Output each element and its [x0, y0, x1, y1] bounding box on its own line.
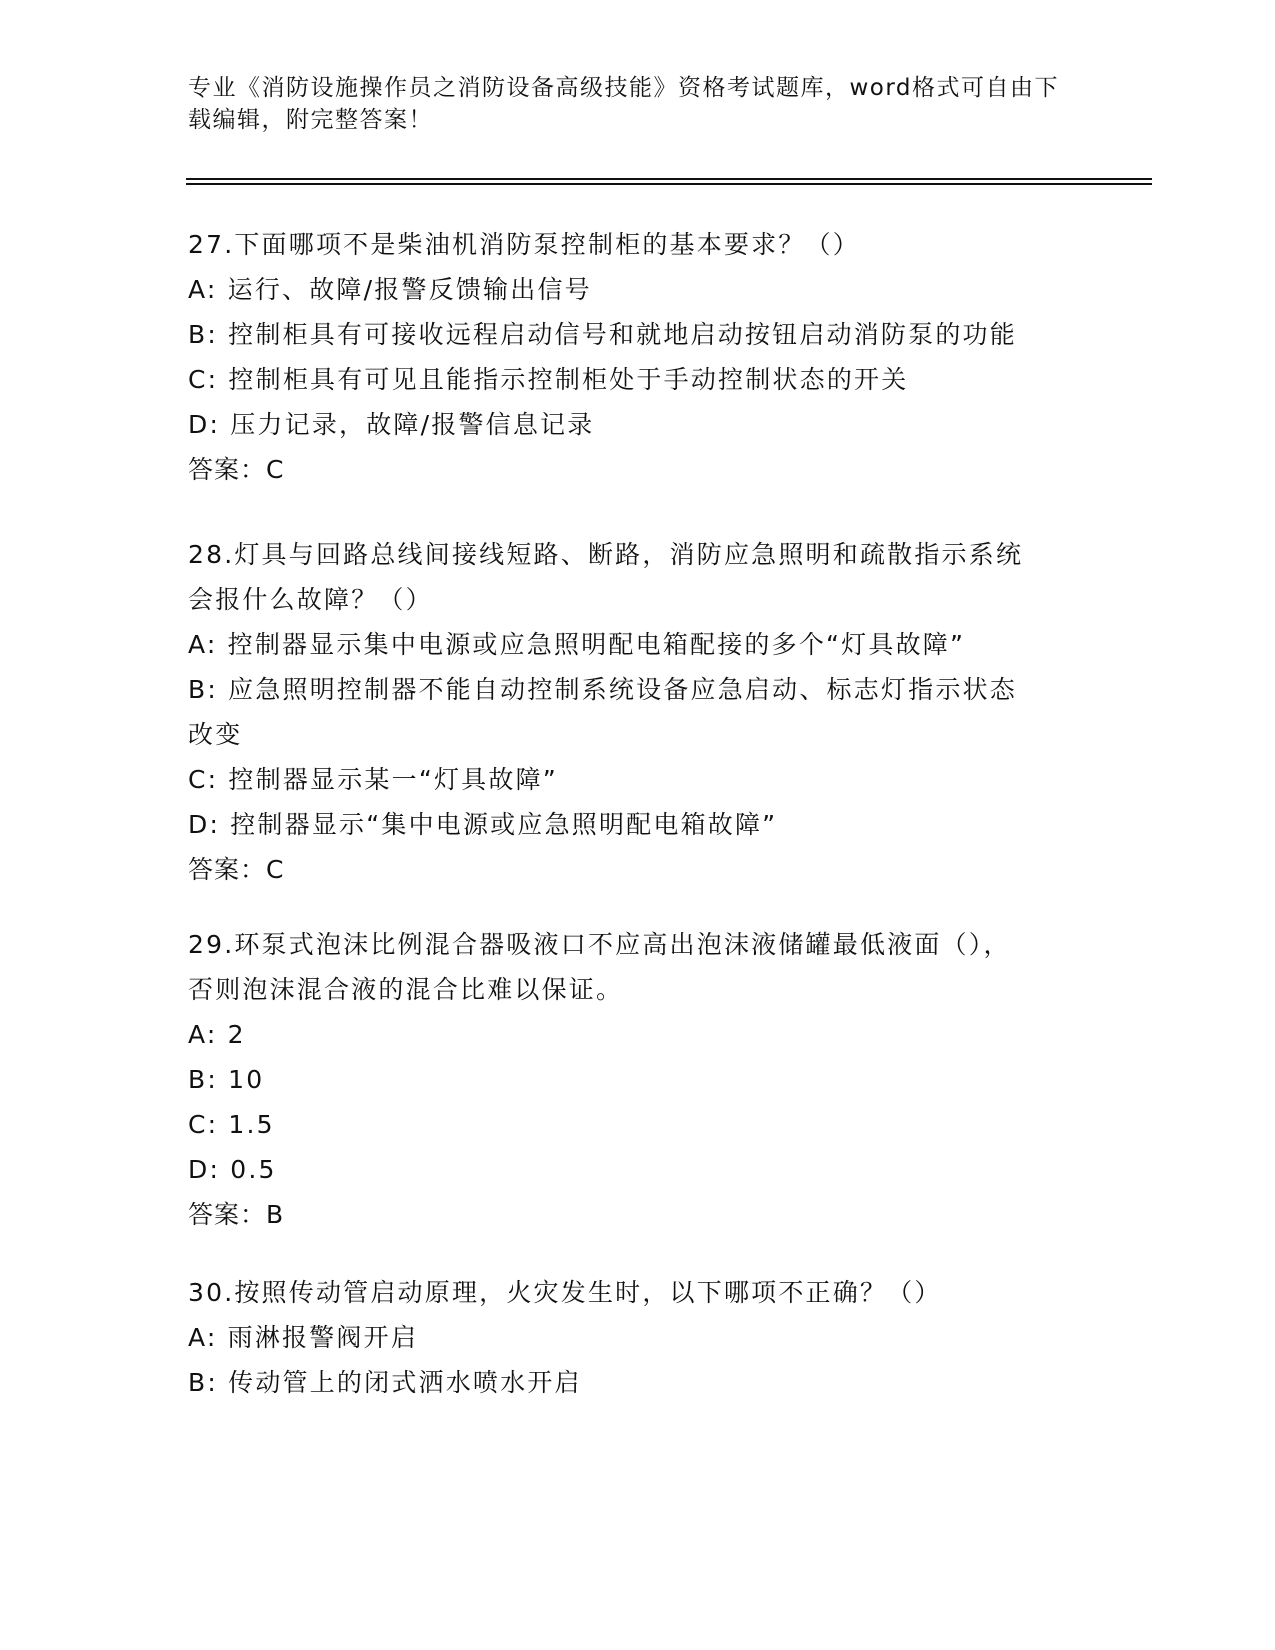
- option-d: D: 压力记录，故障/报警信息记录: [188, 410, 595, 439]
- header-line-1: 专业《消防设施操作员之消防设备高级技能》资格考试题库，word格式可自由下: [188, 75, 1060, 101]
- option-c: C: 控制器显示某一“灯具故障”: [188, 765, 558, 794]
- answer-label: 答案：: [188, 455, 267, 484]
- header-line-2: 载编辑，附完整答案！: [188, 107, 433, 133]
- question-stem-line-2: 否则泡沫混合液的混合比难以保证。: [188, 975, 624, 1004]
- option-a: A: 运行、故障/报警反馈输出信号: [188, 275, 592, 304]
- question-stem-line-1: 29.环泵式泡沫比例混合器吸液口不应高出泡沫液储罐最低液面（），: [188, 930, 1011, 959]
- answer-label: 答案：: [188, 1200, 267, 1229]
- header-divider-bottom: [186, 183, 1152, 185]
- question-stem-line-1: 28.灯具与回路总线间接线短路、断路，消防应急照明和疏散指示系统: [188, 540, 1024, 569]
- answer-value: C: [266, 855, 285, 884]
- option-a: A: 雨淋报警阀开启: [188, 1323, 419, 1352]
- question-28: [188, 532, 1088, 892]
- question-stem: 30.按照传动管启动原理，火灾发生时，以下哪项不正确？（）: [188, 1278, 942, 1307]
- header-divider-top: [186, 178, 1152, 180]
- question-stem-line-2: 会报什么故障？（）: [188, 585, 433, 614]
- question-29: [188, 922, 1088, 1237]
- option-c: C: 控制柜具有可见且能指示控制柜处于手动控制状态的开关: [188, 365, 909, 394]
- question-stem: 27.下面哪项不是柴油机消防泵控制柜的基本要求？（）: [188, 230, 860, 259]
- option-b: B: 10: [188, 1065, 265, 1094]
- option-d: D: 0.5: [188, 1155, 277, 1184]
- answer-value: B: [266, 1200, 285, 1229]
- answer-value: C: [266, 455, 285, 484]
- question-30: [188, 1270, 1088, 1405]
- answer-label: 答案：: [188, 855, 267, 884]
- answer-line: [188, 447, 1088, 492]
- question-27: [188, 222, 1088, 492]
- document-header: [188, 72, 1068, 136]
- answer-line: [188, 1192, 1088, 1237]
- option-b: B: 控制柜具有可接收远程启动信号和就地启动按钮启动消防泵的功能: [188, 320, 1017, 349]
- option-a: A: 2: [188, 1020, 246, 1049]
- option-c: C: 1.5: [188, 1110, 275, 1139]
- answer-line: [188, 847, 1088, 892]
- option-d: D: 控制器显示“集中电源或应急照明配电箱故障”: [188, 810, 778, 839]
- option-a: A: 控制器显示集中电源或应急照明配电箱配接的多个“灯具故障”: [188, 630, 966, 659]
- option-b-line-1: B: 应急照明控制器不能自动控制系统设备应急启动、标志灯指示状态: [188, 675, 1017, 704]
- option-b-line-2: 改变: [188, 720, 243, 749]
- option-b: B: 传动管上的闭式洒水喷水开启: [188, 1368, 582, 1397]
